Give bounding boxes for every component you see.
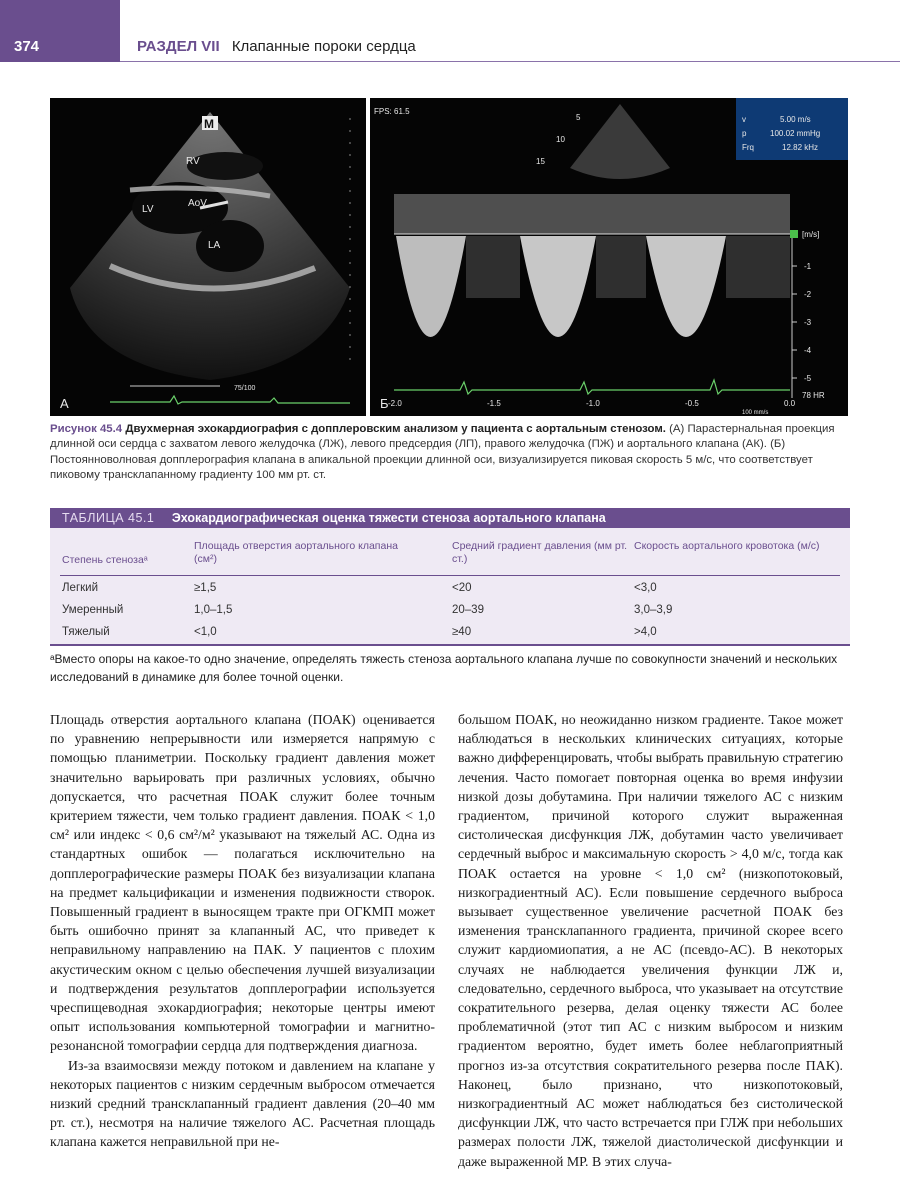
row3-area: <1,0 xyxy=(194,626,217,638)
running-header xyxy=(120,0,900,62)
row1-gradient: <20 xyxy=(452,582,472,594)
label-lv: LV xyxy=(142,204,154,215)
time-tick-label: -2.0 xyxy=(388,399,402,408)
table-rule xyxy=(60,575,840,576)
row1-area: ≥1,5 xyxy=(194,582,217,594)
label-aov: AoV xyxy=(188,198,207,209)
velocity-tick-label: -3 xyxy=(804,318,812,327)
paragraph: Площадь отверстия аортального клапана (ПОАК) оценивается по уравнению непрерывности или измеряется напрямую с помощью планиметрии. Поскольку градиент давления может значительно варьировать при различных условиях, обычно допускается, что расчетная ПОАК служит более точным критерием тяжести, чем только градиент давления. ПОАК < 1,0 см² или индекс < 0,6 см²/м² указывают на тяжелый АС. Одна из стандартных ошибок — полагаться исключительно на допплерографические размеры ПОАК без визуализации клапана на предмет кальцификации и изменения подвижности створок. Повышенный градиент в выносящем тракте при ОГКМП может быть ошибочно принят за клапанный АС, что приведет к неправильному направлению на ПАК. У пациентов с плохим акустическим окном с целью обеспечения лучшей визуализации и подтверждения результатов допплерографии используется чреспищеводная эхокардиография; некоторые центры имеют опыт использования компьютерной томографии и магнитно-резонансной томографии сердца для подтверждения диагноза. xyxy=(50,712,435,1054)
echo-panel-a xyxy=(50,98,366,416)
paragraph: Из-за взаимосвязи между потоком и давлением на клапане у некоторых пациентов с низким сердечным выбросом отмечается низкий средний трансклапанный градиент давления (20–40 мм рт. ст.), несмотря на наличие тяжелого АС. Расчетная площадь клапана кажется неправильной при не- xyxy=(50,1057,435,1150)
mini-sector xyxy=(570,104,670,179)
label-rv: RV xyxy=(186,156,200,167)
readout-p-label: p xyxy=(742,129,747,138)
body-column-right xyxy=(458,710,843,1171)
diastolic-fill-1 xyxy=(466,236,520,298)
table-title: Эхокардиографическая оценка тяжести стеноза аортального клапана xyxy=(171,511,606,525)
time-ticks xyxy=(388,399,796,408)
section-label: РАЗДЕЛ VII xyxy=(137,38,220,55)
section-title: Клапанные пороки сердца xyxy=(231,38,416,55)
readout-f-value: 12.82 kHz xyxy=(782,143,819,152)
section-heading xyxy=(137,38,416,55)
col-header-area: Площадь отверстия аортального клапана (см²) xyxy=(194,540,398,565)
velocity-tick-label: -2 xyxy=(804,290,812,299)
body-column-left xyxy=(50,710,435,1152)
caption-text: (А) Парастернальная проекция длинной оси сердца с захватом левого желудочка (ЛЖ), левого предсердия (ЛП), правого желудочка (ПЖ) и аортального клапана (АК). (Б) Постоянноволновая допплерография клапана в апикальной проекции длинной оси, визуализируется пиковая скорость 5 м/с, что соответствует пиковому трансклапанному градиенту 100 мм рт. ст. xyxy=(50,423,835,482)
corner-label-a: A xyxy=(60,396,69,411)
row2-velocity: 3,0–3,9 xyxy=(634,604,673,616)
col-header-gradient: Средний градиент давления (мм рт. ст.) xyxy=(452,540,628,565)
velocity-tick-label: -4 xyxy=(804,346,812,355)
ecg-trace xyxy=(110,396,350,404)
baseline-marker xyxy=(790,230,798,238)
row1-velocity: <3,0 xyxy=(634,582,657,594)
table-footnote: ᵃВместо опоры на какое-то одно значение, определять тяжесть стеноза аортального клапана лучше по совокупности значений и нескольких исследований в динамике для более точной оценки. xyxy=(50,652,838,684)
figure-45-4 xyxy=(50,98,850,416)
hr-readout: 78 HR xyxy=(802,391,825,400)
velocity-tick-label: -5 xyxy=(804,374,812,383)
velocity-unit: [m/s] xyxy=(802,230,820,239)
corner-label-b: Б xyxy=(380,396,389,411)
paragraph: большом ПОАК, но неожиданно низком градиенте. Такое может наблюдаться в нескольких клинических ситуациях, которые важно дифференцировать, чтобы выбрать правильную стратегию лечения. Часто помогает повторная оценка во время инфузии низкой дозы добутамина. При наличии тяжелого АС с низким градиентом, причиной которого служит выраженная систолическая дисфункция ЛЖ, добутамин часто увеличивает сердечный выброс и максимальную скорость > 4,0 м/с, тогда как ПОАК остается на уровне < 1,0 см² (низкопотоковый, низкоградиентный АС). Если повышение сердечного выброса вызывает существенное увеличение расчетной ПОАК без изменения трансклапанного градиента, причиной скорее всего служит кардиомиопатия, а не АС (псевдо-АС). В некоторых случаях не наблюдается увеличения функции ЛЖ и, следовательно, сердечного выброса, что указывает на отсутствие сократительного резерва, делая оценку тяжести АС более проблематичной (этот тип АС с низким выбросом и низким градиентом вероятно, будет иметь более неблагоприятный прогноз из-за отсутствия сократительного резерва после ПАК). Наконец, было признано, что низкопотоковый, низкоградиентный АС может наблюдаться без систолической дисфункции ЛЖ, что часто встречается при ГЛЖ при небольших размерах полости ЛЖ, тяжелой диастолической дисфункции и даже выраженной МР. В этих случа- xyxy=(458,712,844,1169)
sweep-scale: 100 mm/s xyxy=(742,410,769,416)
time-tick-label: -1.5 xyxy=(487,399,501,408)
m-marker: M xyxy=(204,117,214,131)
caption-heading: Двухмерная эхокардиография с допплеровским анализом у пациента с аортальным стенозом. xyxy=(125,423,666,435)
row3-severity: Тяжелый xyxy=(62,626,110,638)
col-header-velocity: Скорость аортального кровотока (м/с) xyxy=(634,540,820,552)
ecg-trace-b xyxy=(394,380,790,394)
velocity-ticks xyxy=(792,262,812,383)
diastolic-fill-3 xyxy=(726,236,790,298)
readout-v-label: v xyxy=(742,115,746,124)
cw-envelope-3 xyxy=(646,236,726,337)
table-number: ТАБЛИЦА 45.1 xyxy=(62,511,155,525)
col-header-severity: Степень стенозаᵃ xyxy=(62,554,148,566)
doppler-panel-b xyxy=(370,98,848,416)
scale-text: 75/100 xyxy=(234,385,256,392)
depth-15: 15 xyxy=(536,157,545,166)
time-tick-label: -1.0 xyxy=(586,399,600,408)
caption-figure-number: Рисунок 45.4 xyxy=(50,423,123,435)
readout-p-value: 100.02 mmHg xyxy=(770,129,821,138)
label-la: LA xyxy=(208,240,221,251)
depth-5: 5 xyxy=(576,113,581,122)
cw-envelope-1 xyxy=(396,236,466,337)
table-header-bar xyxy=(50,508,850,528)
la-cavity xyxy=(196,220,264,272)
time-tick-label: 0.0 xyxy=(784,399,796,408)
page-number: 374 xyxy=(14,38,40,55)
fps-readout: FPS: 61.5 xyxy=(374,107,410,116)
spectrum-top xyxy=(394,194,790,234)
cw-envelope-2 xyxy=(520,236,596,337)
diastolic-fill-2 xyxy=(596,236,646,298)
row2-severity: Умеренный xyxy=(62,604,124,616)
figure-caption xyxy=(50,422,850,484)
readout-v-value: 5.00 m/s xyxy=(780,115,811,124)
row2-gradient: 20–39 xyxy=(452,604,484,616)
row2-area: 1,0–1,5 xyxy=(194,604,233,616)
table-45-1 xyxy=(50,508,850,646)
readout-f-label: Frq xyxy=(742,143,754,152)
depth-10: 10 xyxy=(556,135,565,144)
velocity-tick-label: -1 xyxy=(804,262,812,271)
row1-severity: Легкий xyxy=(62,582,99,594)
row3-velocity: >4,0 xyxy=(634,626,657,638)
time-tick-label: -0.5 xyxy=(685,399,699,408)
row3-gradient: ≥40 xyxy=(452,626,472,638)
